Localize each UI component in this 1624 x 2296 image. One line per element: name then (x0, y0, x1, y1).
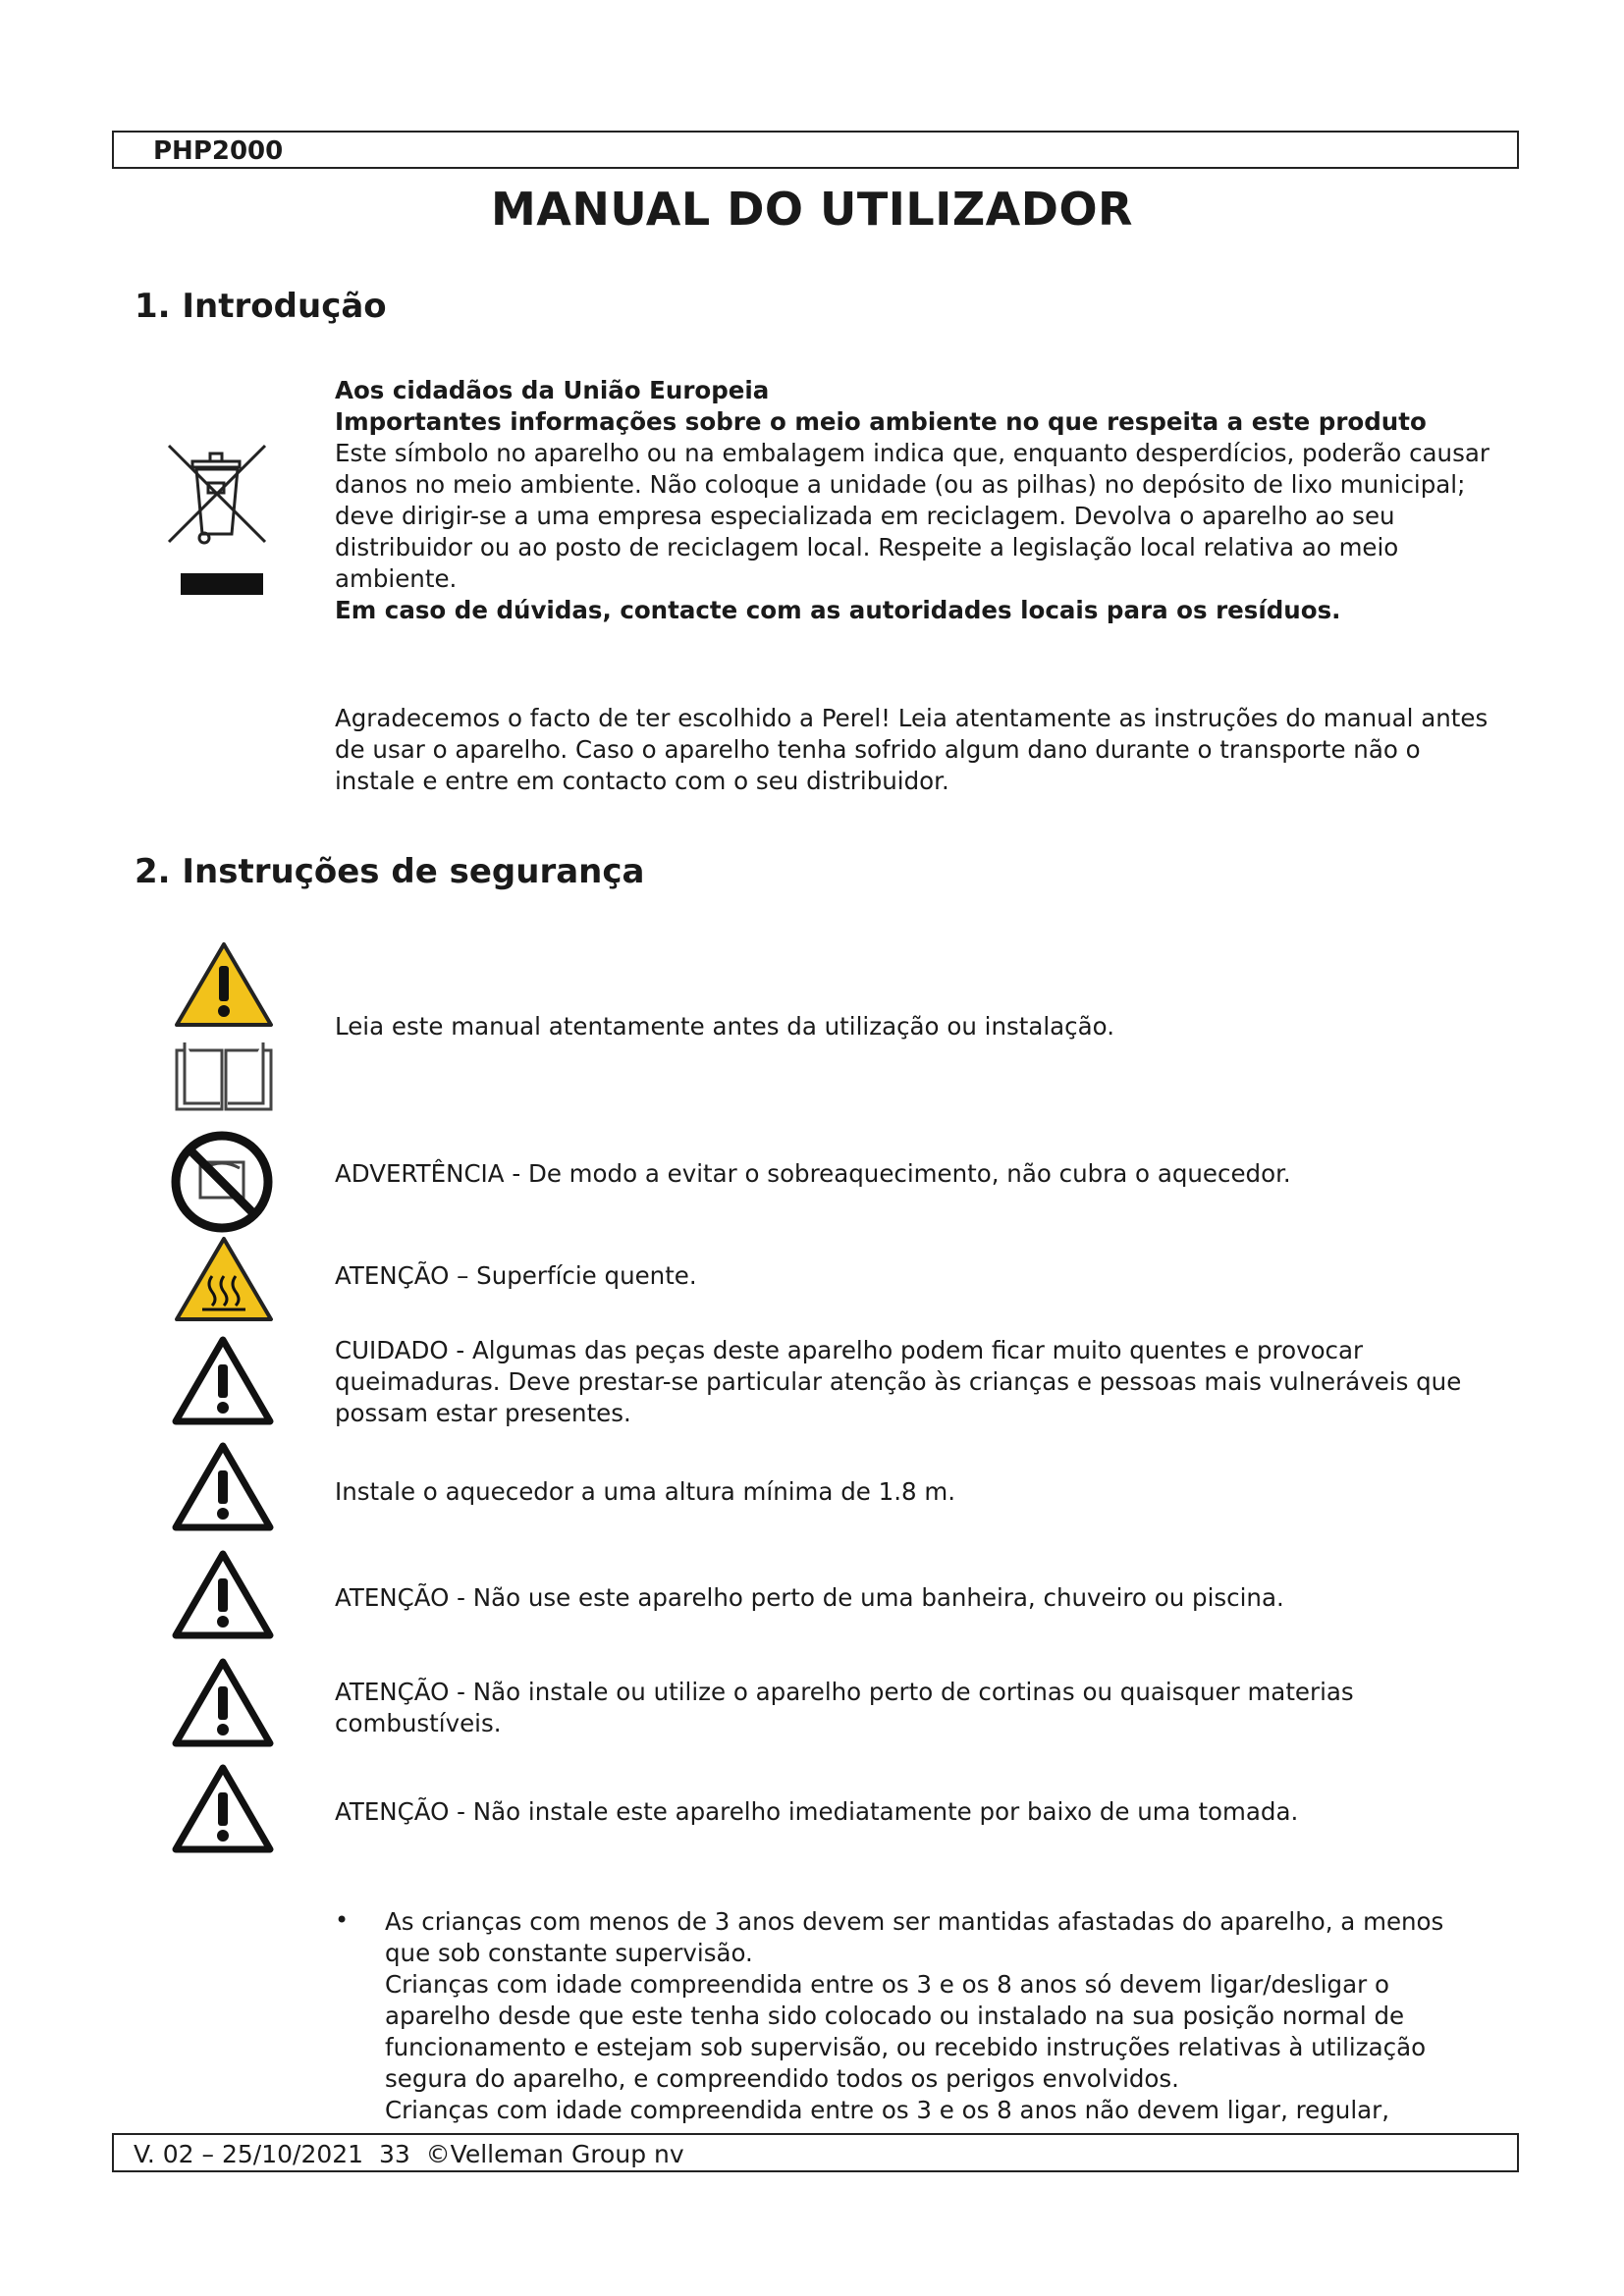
safety-text-read-manual: Leia este manual atentamente antes da utilização ou instalação. (335, 1012, 1115, 1041)
children-bullet (385, 1906, 1494, 2126)
weee-contact: Em caso de dúvidas, contacte com as autoridades locais para os resíduos. (335, 596, 1341, 624)
weee-bin-icon (165, 440, 275, 597)
children-3-to-8-supervised: Crianças com idade compreendida entre os 3 e os 8 anos só devem ligar/desligar o aparelho desde que este tenha sido colocado ou instalado na sua posição normal de funcionamento e estejam sob supervisão, ou recebido instruções relativas à utilização segura do aparelho, e compreendido todos os perigos envolvidos. (385, 1970, 1427, 2093)
safety-text-install-height: Instale o aquecedor a uma altura mínima de 1.8 m. (335, 1477, 956, 1506)
bullet-marker: • (335, 1906, 350, 1934)
safety-text-water: ATENÇÃO - Não use este aparelho perto de uma banheira, chuveiro ou piscina. (335, 1583, 1284, 1612)
section-2-heading: 2. Instruções de segurança (135, 852, 645, 891)
safety-text-hot-surface: ATENÇÃO – Superfície quente. (335, 1261, 697, 1290)
document-title: MANUAL DO UTILIZADOR (491, 183, 1133, 236)
warning-icon (171, 1549, 275, 1641)
weee-notice (335, 375, 1493, 626)
read-manual-icon (173, 940, 275, 1117)
children-under-3: As crianças com menos de 3 anos devem ser mantidas afastadas do aparelho, a menos que sob constante supervisão. (385, 1907, 1444, 1967)
header-box (112, 131, 1519, 169)
footer-text: V. 02 – 25/10/2021 33 ©Velleman Group nv (134, 2140, 684, 2168)
safety-text-do-not-cover: ADVERTÊNCIA - De modo a evitar o sobreaquecimento, não cubra o aquecedor. (335, 1159, 1291, 1188)
children-3-to-8-restrictions: Crianças com idade compreendida entre os 3 e os 8 anos não devem ligar, regular, (385, 2096, 1390, 2124)
warning-icon (171, 1335, 275, 1427)
weee-heading: Aos cidadãos da União Europeia (335, 376, 770, 404)
safety-text-curtains: ATENÇÃO - Não instale ou utilize o aparelho perto de cortinas ou quaisquer materias combustíveis. (335, 1678, 1354, 1737)
warning-icon (171, 1441, 275, 1533)
safety-text-burn-caution: CUIDADO - Algumas das peças deste aparelho podem ficar muito quentes e provocar queimaduras. Deve prestar-se particular atenção às crianças e pessoas mais vulneráveis que possam estar presentes. (335, 1336, 1462, 1427)
warning-icon (171, 1657, 275, 1749)
product-code: PHP2000 (153, 136, 284, 166)
weee-body: Este símbolo no aparelho ou na embalagem indica que, enquanto desperdícios, poderão causar danos no meio ambiente. Não coloque a unidade (ou as pilhas) no depósito de lixo municipal; deve dirigir-se a uma empresa especializada em reciclagem. Devolva o aparelho ao seu distribuidor ou ao posto de reciclagem local. Respeite a legislação local relativa ao meio ambiente. (335, 439, 1489, 593)
warning-icon (171, 1763, 275, 1855)
do-not-cover-icon (169, 1129, 275, 1235)
thanks-paragraph: Agradecemos o facto de ter escolhido a Perel! Leia atentamente as instruções do manual antes de usar o aparelho. Caso o aparelho tenha sofrido algum dano durante o transporte não o instale e entre em contacto com o seu distribuidor. (335, 704, 1489, 795)
safety-text-socket: ATENÇÃO - Não instale este aparelho imediatamente por baixo de uma tomada. (335, 1797, 1299, 1826)
section-1-heading: 1. Introdução (135, 287, 387, 326)
footer-box (112, 2133, 1519, 2172)
weee-subheading: Importantes informações sobre o meio ambiente no que respeita a este produto (335, 407, 1427, 436)
hot-surface-icon (173, 1235, 275, 1323)
